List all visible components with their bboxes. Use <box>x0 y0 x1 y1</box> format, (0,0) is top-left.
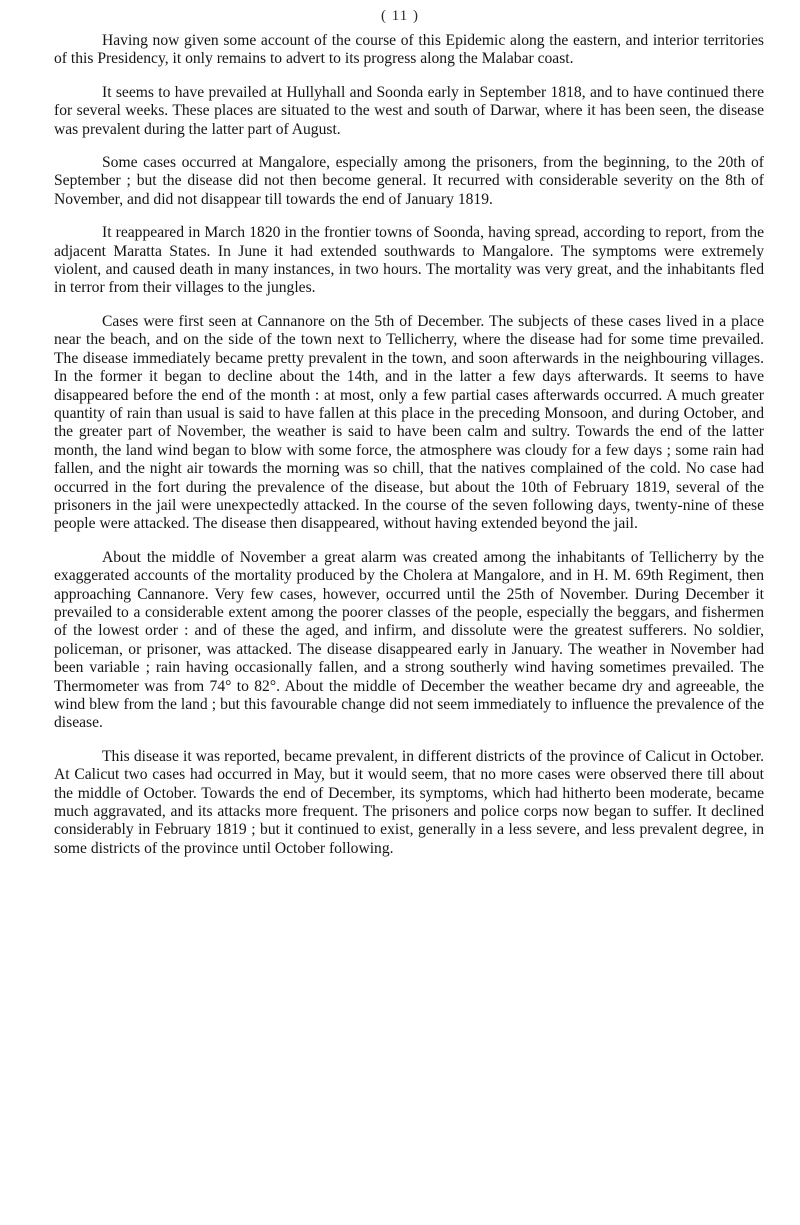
paragraph-calicut: This disease it was reported, became prevalent, in different districts of the province of Calicut in October. At Calicut two cases had occurred in May, but it would seem, that no more cases were observed there till about the middle of October. Towards the end of December, its symptoms, which had hitherto been moderate, became much aggravated, and its attacks more frequent. The prisoners and police corps now began to suffer. It declined considerably in February 1819 ; but it continued to exist, generally in a less severe, and less prevalent degree, in some districts of the province until October following. <box>54 747 764 857</box>
paragraph-hullyhall-soonda: It seems to have prevailed at Hullyhall and Soonda early in September 1818, and to have continued there for several weeks. These places are situated to the west and south of Darwar, where it has been seen, the disease was prevalent during the latter part of August. <box>54 83 764 138</box>
paragraph-mangalore: Some cases occurred at Mangalore, especially among the prisoners, from the beginning, to the 20th of September ; but the disease did not then become general. It recurred with considerable severity on the 8th of November, and did not disappear till towards the end of January 1819. <box>54 154 764 208</box>
paragraph-reappearance-1820: It reappeared in March 1820 in the frontier towns of Soonda, having spread, according to report, from the adjacent Maratta States. In June it had extended southwards to Mangalore. The symptoms were extremely violent, and caused death in many instances, in two hours. The mortality was very great, and the inhabitants fled in terror from their villages to the jungles. <box>54 224 764 297</box>
paragraph-epidemic-course: Having now given some account of the course of this Epidemic along the eastern, and interior territories of this Presidency, it only remains to advert to its progress along the Malabar coast. <box>54 32 764 68</box>
body-text <box>54 32 764 873</box>
paragraph-tellicherry: About the middle of November a great alarm was created among the inhabitants of Tellicherry by the exaggerated accounts of the mortality produced by the Cholera at Mangalore, and in H. M. 69th Regiment, then approaching Cannanore. Very few cases, however, occurred until the 25th of November. During December it prevailed to a considerable extent among the poorer classes of the people, especially the beggars, and fishermen of the lowest order : and of these the aged, and infirm, and dissolute were the greatest sufferers. No soldier, policeman, or prisoner, was attacked. The disease disappeared early in January. The weather in November had been variable ; rain having occasionally fallen, and a strong southerly wind having sometimes prevailed. The Thermometer was from 74° to 82°. About the middle of December the weather became dry and agreeable, the wind blew from the land ; but this favourable change did not seem immediately to influence the prevalence of the disease. <box>54 548 764 732</box>
page-number: ( 11 ) <box>381 8 419 24</box>
paragraph-cannanore: Cases were first seen at Cannanore on the 5th of December. The subjects of these cases lived in a place near the beach, and on the side of the town next to Tellicherry, where the disease had for some time prevailed. The disease immediately became pretty prevalent in the town, and soon afterwards in the neighbouring villages. In the former it began to decline about the 14th, and in the latter a few days afterwards. It seems to have disappeared before the end of the month : at most, only a few partial cases afterwards occurred. A much greater quantity of rain than usual is said to have fallen at this place in the preceding Monsoon, and during October, and the greater part of November, the weather is said to have been calm and sultry. Towards the end of the latter month, the land wind began to blow with some force, the atmosphere was cloudy for a few days ; some rain had fallen, and the night air towards the morning was so chill, that the natives complained of the cold. No case had occurred in the fort during the prevalence of the disease, but about the 10th of February 1819, several of the prisoners in the jail were unexpectedly attacked. In the course of the seven following days, twenty-nine of these people were attacked. The disease then disappeared, without having extended beyond the jail. <box>54 312 764 533</box>
